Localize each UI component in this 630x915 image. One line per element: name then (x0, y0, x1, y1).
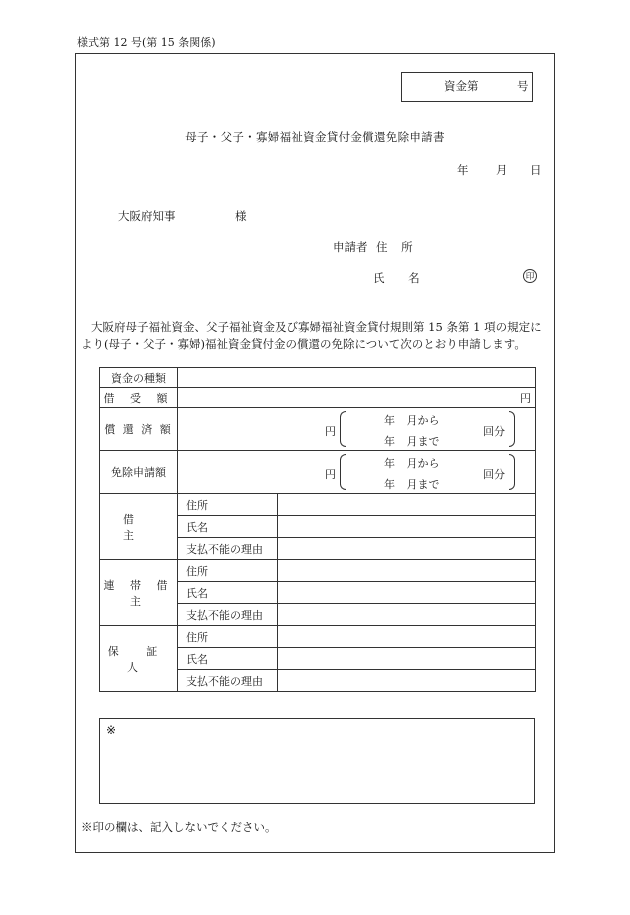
table-row (100, 388, 536, 408)
yen-unit: 円 (520, 391, 531, 405)
body-line-2: より(母子・父子・寡婦)福祉資金貸付金の償還の免除について次のとおり申請します。 (81, 337, 526, 351)
applicant-label: 申請者 (333, 240, 368, 254)
loan-amount-label: 借 受 額 (100, 388, 178, 408)
borrower-name-label: 氏名 (178, 516, 278, 538)
guarantor-reason-field[interactable] (278, 670, 536, 692)
borrower-address-field[interactable] (278, 494, 536, 516)
repaid-amount-label: 償 還 済 額 (100, 408, 178, 451)
exemption-amount-field[interactable] (178, 451, 536, 494)
joint-borrower-name-label: 氏名 (178, 582, 278, 604)
borrower-label: 借 主 (100, 494, 178, 560)
installments-label: 回分 (483, 468, 505, 481)
body-line-1: 大阪府母子福祉資金、父子福祉資金及び寡婦福祉資金貸付規則第 15 条第 1 項の規定に (91, 320, 542, 334)
fund-table (99, 367, 536, 692)
guarantor-reason-label: 支払不能の理由 (178, 670, 278, 692)
period-from: 年 月から (384, 457, 440, 470)
guarantor-name-label: 氏名 (178, 648, 278, 670)
table-row (100, 560, 536, 582)
period-to: 年 月まで (384, 435, 440, 448)
date-day-label: 日 (530, 163, 542, 177)
joint-borrower-name-field[interactable] (278, 582, 536, 604)
borrower-reason-field[interactable] (278, 538, 536, 560)
office-use-mark: ※ (106, 723, 117, 737)
table-row (100, 368, 536, 388)
loan-amount-field[interactable] (178, 388, 536, 408)
left-bracket (340, 454, 346, 490)
joint-borrower-address-label: 住所 (178, 560, 278, 582)
fund-type-label: 資金の種類 (100, 368, 178, 388)
date-month-label: 月 (496, 163, 508, 177)
form-number: 様式第 12 号(第 15 条関係) (77, 36, 216, 49)
addressee-honorific: 様 (235, 209, 247, 223)
office-use-box[interactable] (99, 718, 535, 804)
left-bracket (340, 411, 346, 447)
applicant-name-label: 氏 名 (373, 271, 430, 285)
period-from: 年 月から (384, 414, 440, 427)
repaid-amount-field[interactable] (178, 408, 536, 451)
exemption-amount-label: 免除申請額 (100, 451, 178, 494)
guarantor-address-field[interactable] (278, 626, 536, 648)
yen-unit: 円 (325, 468, 336, 481)
right-bracket (509, 411, 515, 447)
document-title: 母子・父子・寡婦福祉資金貸付金償還免除申請書 (185, 130, 445, 144)
seal-icon: 印 (523, 269, 537, 283)
guarantor-address-label: 住所 (178, 626, 278, 648)
borrower-address-label: 住所 (178, 494, 278, 516)
installments-label: 回分 (483, 425, 505, 438)
addressee-name: 大阪府知事 (118, 209, 176, 223)
joint-borrower-label: 連 帯 借 主 (100, 560, 178, 626)
applicant-address-label: 住 所 (376, 240, 418, 254)
joint-borrower-reason-field[interactable] (278, 604, 536, 626)
fund-number-prefix: 資金第 (444, 79, 479, 93)
fund-number-suffix: 号 (517, 79, 529, 93)
yen-unit: 円 (325, 425, 336, 438)
borrower-name-field[interactable] (278, 516, 536, 538)
date-year-label: 年 (457, 163, 469, 177)
borrower-reason-label: 支払不能の理由 (178, 538, 278, 560)
right-bracket (509, 454, 515, 490)
table-row (100, 451, 536, 494)
joint-borrower-reason-label: 支払不能の理由 (178, 604, 278, 626)
guarantor-name-field[interactable] (278, 648, 536, 670)
period-to: 年 月まで (384, 478, 440, 491)
fund-type-field[interactable] (178, 368, 536, 388)
table-row (100, 408, 536, 451)
footer-note: ※印の欄は、記入しないでください。 (81, 820, 277, 834)
table-row (100, 626, 536, 648)
body-paragraph (81, 319, 551, 353)
table-row (100, 494, 536, 516)
guarantor-label: 保 証 人 (100, 626, 178, 692)
joint-borrower-address-field[interactable] (278, 560, 536, 582)
